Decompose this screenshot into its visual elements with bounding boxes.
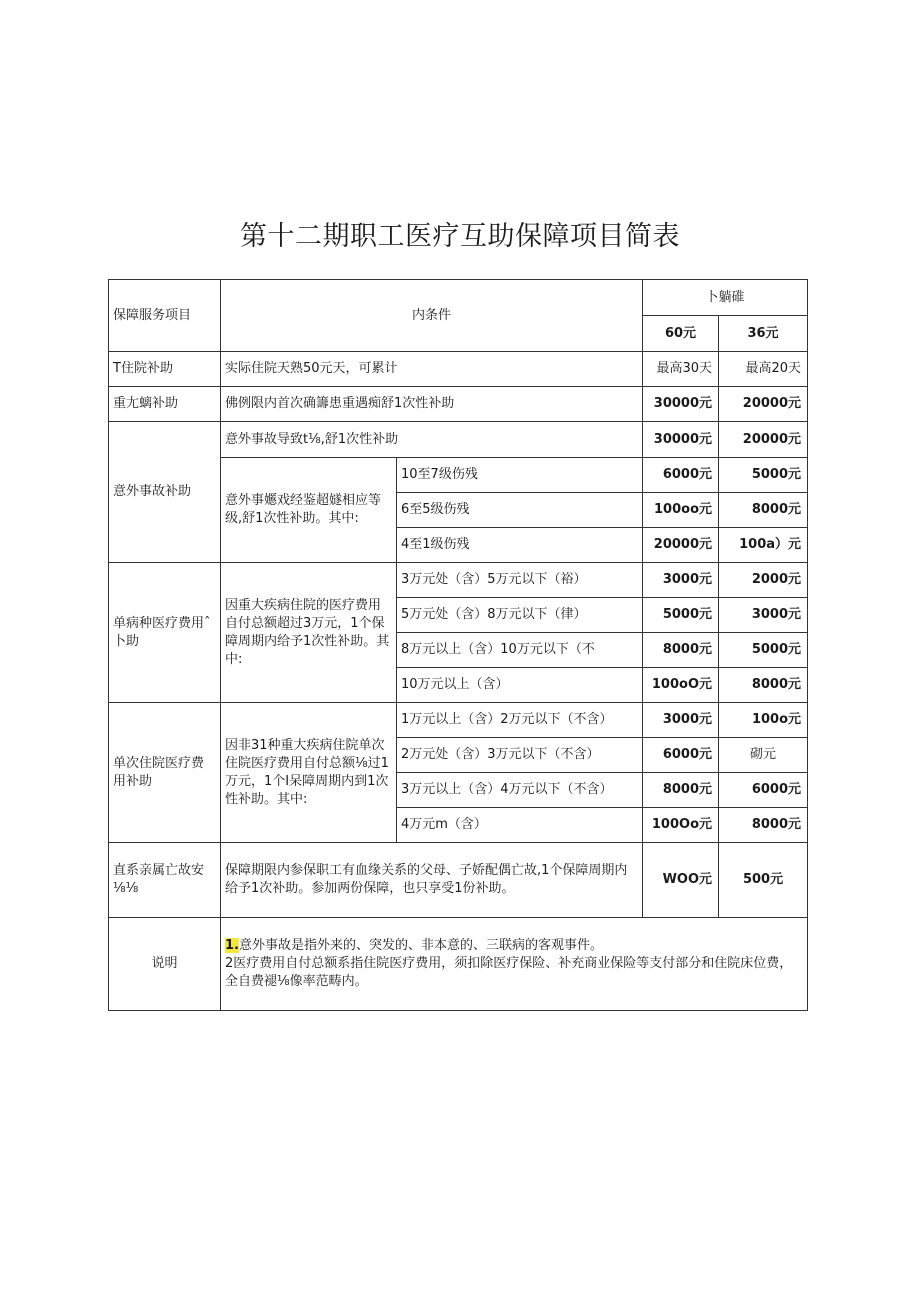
condition-family: 保障期限内参保职工有血缘关系的父母、子娇配偶亡故,1个保障周期内给予1次补助。参加两份保障，也只享受1份补助。 [221,843,643,918]
table-row [109,918,808,1011]
value-b: 6000元 [719,773,808,808]
value-b: 砌元 [719,738,808,773]
item-family: 直系亲属亡故安⅛⅛ [109,843,221,918]
header-standard: 卜躺碓 [643,280,808,316]
value-b: 3000元 [719,598,808,633]
tier-label: 4万元m（含） [397,808,643,843]
value-b: 100o元 [719,703,808,738]
value-a: 8000元 [643,633,719,668]
table-row [109,352,808,387]
tier-label: 8万元以上（含）10万元以下（不 [397,633,643,668]
item-single-stay: 单次住院医疗费用补助 [109,703,221,843]
value-b: 5000元 [719,633,808,668]
tier-label: 2万元处（含）3万元以下（不含） [397,738,643,773]
condition-accident-disability: 意外事嬺戏经鉴超嬘相应等级,舒1次性补助。其中: [221,458,397,563]
condition-single-disease: 因重大疾病住院的医疗费用自付总额超过3万元，1个保障周期内给予1次性补助。其中: [221,563,397,703]
condition-critical: 佛例限内首次确籌患重遇痴舒1次性补助 [221,387,643,422]
value-b: 最高20天 [719,352,808,387]
value-b: 8000元 [719,808,808,843]
value-a: 6000元 [643,458,719,493]
level-label: 4至1级伤残 [397,528,643,563]
header-condition: 内条件 [221,280,643,352]
note-line-1: 1.意外事故是指外来的、突发的、非本意的、三联病的客观事件。 [225,938,603,953]
value-b: 8000元 [719,668,808,703]
tier-label: 10万元以上（含） [397,668,643,703]
table-row [109,703,808,738]
value-a: 8000元 [643,773,719,808]
item-single-disease: 单病种医疗费用ˆ卜助 [109,563,221,703]
value-a: 最高30天 [643,352,719,387]
value-a: 3000元 [643,563,719,598]
table-row [109,422,808,458]
table-row [109,843,808,918]
tier-label: 1万元以上（含）2万元以下（不含） [397,703,643,738]
value-a: 20000元 [643,528,719,563]
notes-content [221,918,808,1011]
condition-single-stay: 因非31种重大疾病住院单次住院医疗费用自付总额⅛过1万元，1个I呆障周期内到1次性补助。其中: [221,703,397,843]
value-a: 30000元 [643,387,719,422]
table-row [109,387,808,422]
value-b: 500元 [719,843,808,918]
item-accident: 意外事故补助 [109,422,221,563]
value-a: 3000元 [643,703,719,738]
value-a: WOO元 [643,843,719,918]
value-b: 20000元 [719,387,808,422]
header-item: 保障服务项目 [109,280,221,352]
condition-accident-death: 意外事故导致t⅛,舒1次性补助 [221,422,643,458]
value-a: 6000元 [643,738,719,773]
page-title: 第十二期职工医疗互助保障项目简表 [240,221,680,252]
value-b: 2000元 [719,563,808,598]
header-tier-b: 36元 [719,316,808,352]
value-a: 100oO元 [643,668,719,703]
tier-label: 5万元处（含）8万元以下（律） [397,598,643,633]
value-a: 100oo元 [643,493,719,528]
tier-label: 3万元处（含）5万元以下（裕） [397,563,643,598]
tier-label: 3万元以上（含）4万元以下（不含） [397,773,643,808]
condition-hospital: 实际住院天熟50元天，可累计 [221,352,643,387]
value-a: 30000元 [643,422,719,458]
value-b: 8000元 [719,493,808,528]
item-notes: 说明 [109,918,221,1011]
level-label: 6至5级伤残 [397,493,643,528]
level-label: 10至7级伤残 [397,458,643,493]
item-critical: 重尢螭补助 [109,387,221,422]
value-a: 100Oo元 [643,808,719,843]
note-marker: 1. [225,938,239,953]
value-b: 5000元 [719,458,808,493]
value-a: 5000元 [643,598,719,633]
benefit-table [108,279,808,1011]
value-b: 100a）元 [719,528,808,563]
value-b: 20000元 [719,422,808,458]
note-line-2: 2医疗费用自付总额系指住院医疗费用，须扣除医疗保险、补充商业保险等支付部分和住院床位费，全自费褪⅛像率范畴内。 [225,956,793,989]
table-row [109,563,808,598]
item-hospital: T住院补助 [109,352,221,387]
header-tier-a: 60元 [643,316,719,352]
